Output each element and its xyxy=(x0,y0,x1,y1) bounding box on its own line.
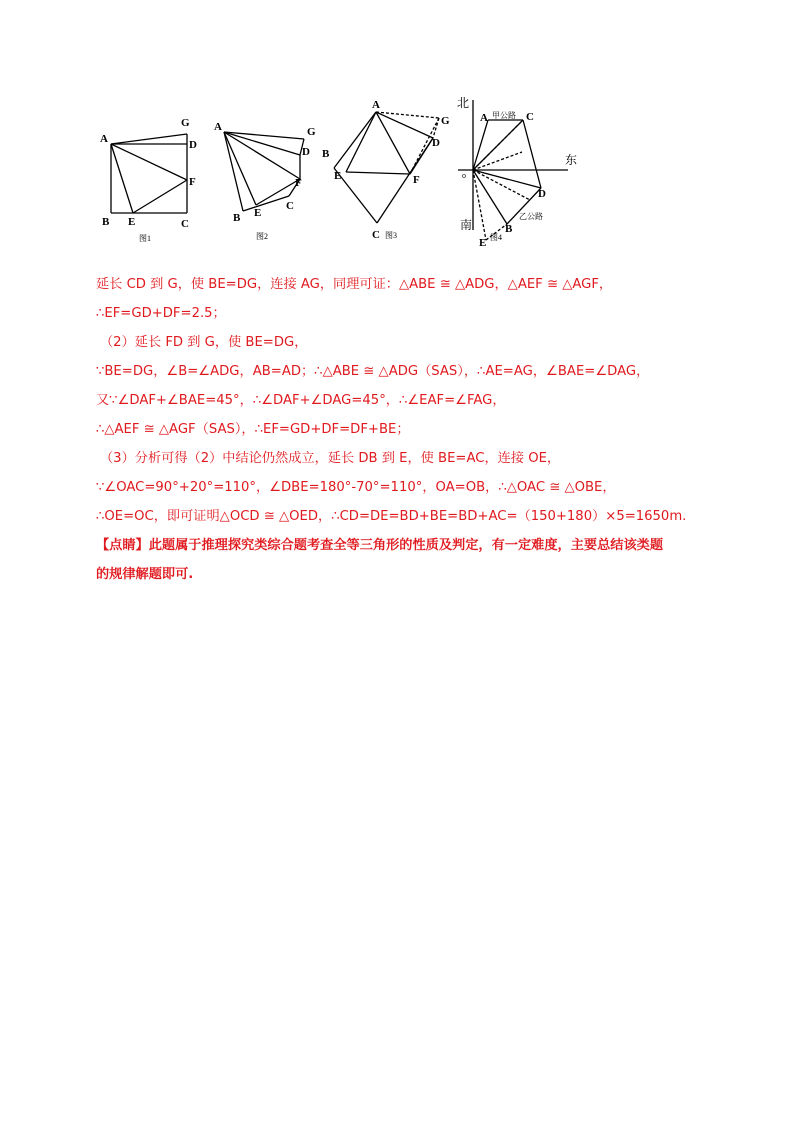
fig4-label-b: B xyxy=(505,223,513,235)
fig3-label-c: C xyxy=(372,229,380,241)
fig2-label-d: D xyxy=(302,146,310,158)
solution-line: ∵BE=DG，∠B=∠ADG，AB=AD；∴△ABE ≅ △ADG（SAS），∴AE=AG，∠BAE=∠DAG， xyxy=(96,364,650,379)
fig4-label-d: D xyxy=(538,188,546,200)
fig4-label-south: 南 xyxy=(460,218,473,232)
solution-line: 又∵∠DAF+∠BAE=45°，∴∠DAF+∠DAG=45°，∴∠EAF=∠FAG， xyxy=(96,393,506,408)
fig1-label-b: B xyxy=(102,216,110,228)
figure-4 xyxy=(458,100,568,240)
geometry-figures xyxy=(0,0,800,260)
fig4-label-a: A xyxy=(480,112,488,124)
solution-line: 延长 CD 到 G，使 BE=DG，连接 AG，同理可证：△ABE ≅ △ADG，△AEF ≅ △AGF， xyxy=(96,277,613,292)
figure-strip xyxy=(0,0,800,260)
fig2-label-g: G xyxy=(307,126,316,138)
solution-line: （3）分析可得（2）中结论仍然成立，延长 DB 到 E，使 BE=AC，连接 OE， xyxy=(100,451,561,466)
fig3-label-b: B xyxy=(322,148,330,160)
fig3-label-g: G xyxy=(441,115,450,127)
fig4-label-o: o xyxy=(462,171,466,180)
fig3-label-a: A xyxy=(372,99,380,111)
solution-line: ∴OE=OC，即可证明△OCD ≅ △OED，∴CD=DE=BD+BE=BD+AC=（150+180）×5=1650m. xyxy=(96,509,687,524)
figure-1 xyxy=(111,134,187,213)
fig1-label-f: F xyxy=(189,176,196,188)
figure-3 xyxy=(334,112,439,223)
fig2-label-f: F xyxy=(295,177,302,189)
fig3-label-d: D xyxy=(432,137,440,149)
fig4-caption: 图4 xyxy=(490,233,502,242)
solution-line: ∴△AEF ≅ △AGF（SAS），∴EF=GD+DF=DF+BE； xyxy=(96,422,410,437)
fig2-caption: 图2 xyxy=(256,232,268,241)
fig2-label-c: C xyxy=(286,200,294,212)
solution-line: ∴EF=GD+DF=2.5； xyxy=(96,306,226,321)
fig1-label-d: D xyxy=(189,139,197,151)
fig3-label-e: E xyxy=(334,170,342,182)
fig4-label-north: 北 xyxy=(457,96,470,110)
fig4-label-road-jia: 甲公路 xyxy=(492,111,516,120)
fig4-label-road-yi: 乙公路 xyxy=(519,212,543,221)
solution-line: ∵∠OAC=90°+20°=110°，∠DBE=180°-70°=110°，OA=OB，∴△OAC ≅ △OBE， xyxy=(96,480,616,495)
fig4-label-c: C xyxy=(526,111,534,123)
fig3-label-f: F xyxy=(413,174,420,186)
fig1-label-c: C xyxy=(181,218,189,230)
remark-line: 的规律解题即可. xyxy=(96,567,194,582)
fig1-label-e: E xyxy=(128,216,136,228)
fig2-label-e: E xyxy=(254,207,262,219)
fig1-label-g: G xyxy=(181,117,190,129)
fig1-label-a: A xyxy=(100,133,108,145)
fig3-caption: 图3 xyxy=(385,231,397,240)
fig4-label-e: E xyxy=(479,237,487,249)
fig4-label-east: 东 xyxy=(565,153,578,167)
solution-text xyxy=(96,270,716,589)
solution-line: （2）延长 FD 到 G，使 BE=DG， xyxy=(100,335,308,350)
remark-line: 【点睛】此题属于推理探究类综合题考查全等三角形的性质及判定，有一定难度，主要总结该类题 xyxy=(96,538,664,553)
fig2-label-b: B xyxy=(233,212,241,224)
fig2-label-a: A xyxy=(214,121,222,133)
fig1-caption: 图1 xyxy=(139,234,151,243)
